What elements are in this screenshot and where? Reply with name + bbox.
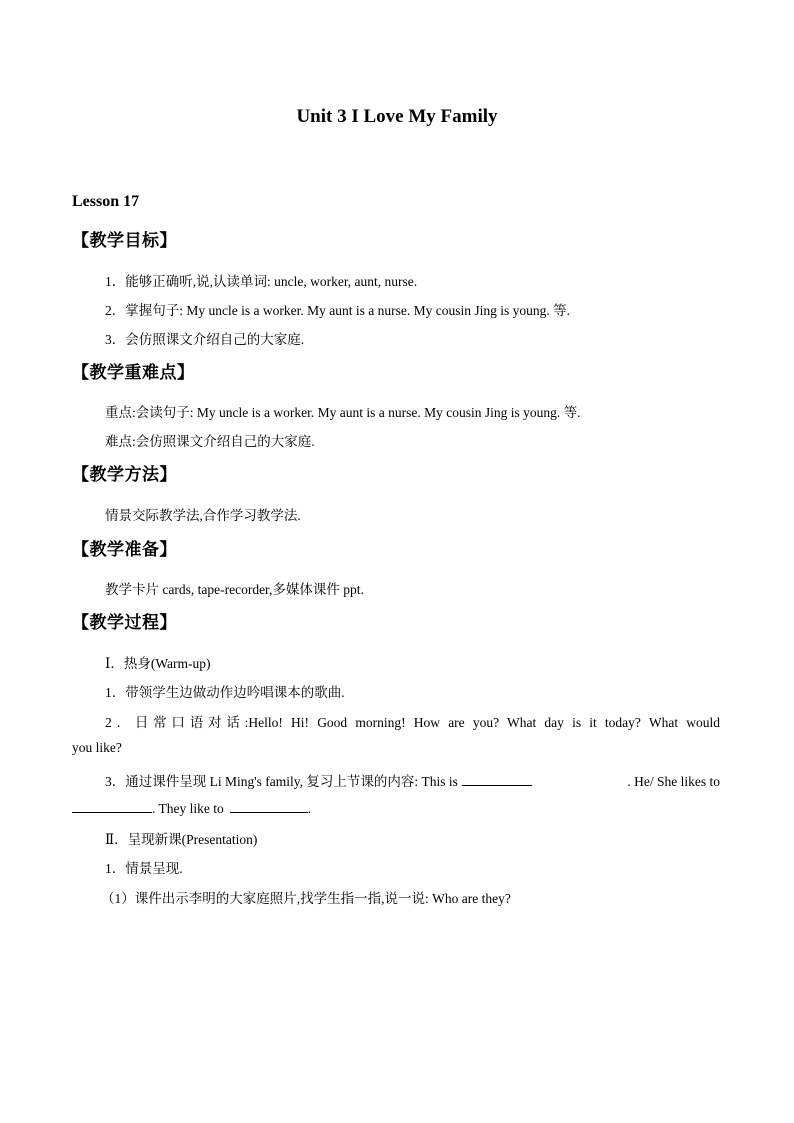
process-heading: 【教学过程】 bbox=[72, 613, 177, 632]
step3-text-d: . bbox=[307, 801, 312, 816]
process-part-heading: Ⅱ．呈现新课(Presentation) bbox=[105, 832, 258, 847]
fill-in-blank bbox=[230, 800, 308, 813]
process-step bbox=[105, 770, 720, 790]
process-step: 1．带领学生边做动作边吟唱课本的歌曲. bbox=[105, 685, 345, 700]
step3-text-a: 3．通过课件呈现 Li Ming's family, 复习上节课的内容: This is bbox=[105, 774, 458, 789]
process-step: 2．日常口语对话:Hello! Hi! Good morning! How are you? What day is it today? What would bbox=[105, 715, 720, 730]
process-step-continuation: you like? bbox=[72, 740, 122, 755]
process-step: （1）课件出示李明的大家庭照片,找学生指一指,说一说: Who are they? bbox=[101, 891, 511, 906]
key-points-heading: 【教学重难点】 bbox=[72, 363, 195, 382]
lesson-heading: Lesson 17 bbox=[72, 193, 140, 210]
document-title: Unit 3 I Love My Family bbox=[296, 106, 498, 127]
preparation-text: 教学卡片 cards, tape-recorder,多媒体课件 ppt. bbox=[105, 582, 364, 597]
preparation-heading: 【教学准备】 bbox=[72, 540, 177, 559]
objective-item: 1．能够正确听,说,认读单词: uncle, worker, aunt, nurse. bbox=[105, 274, 418, 289]
step3-text-c: . They like to bbox=[152, 801, 224, 816]
step3-text-b: . He/ She likes to bbox=[627, 774, 720, 789]
methods-heading: 【教学方法】 bbox=[72, 465, 177, 484]
objective-item: 3．会仿照课文介绍自己的大家庭. bbox=[105, 332, 305, 347]
methods-text: 情景交际教学法,合作学习教学法. bbox=[105, 508, 301, 523]
process-step-continuation bbox=[72, 800, 311, 817]
objectives-heading: 【教学目标】 bbox=[72, 231, 177, 250]
process-step: 1．情景呈现. bbox=[105, 861, 183, 876]
process-part-heading: Ⅰ．热身(Warm-up) bbox=[105, 656, 211, 671]
fill-in-blank bbox=[462, 773, 532, 786]
objective-item: 2．掌握句子: My uncle is a worker. My aunt is a nurse. My cousin Jing is young. 等. bbox=[105, 303, 570, 318]
key-point-item: 重点:会读句子: My uncle is a worker. My aunt is a nurse. My cousin Jing is young. 等. bbox=[105, 405, 581, 420]
key-point-item: 难点:会仿照课文介绍自己的大家庭. bbox=[105, 434, 315, 449]
fill-in-blank bbox=[72, 800, 152, 813]
